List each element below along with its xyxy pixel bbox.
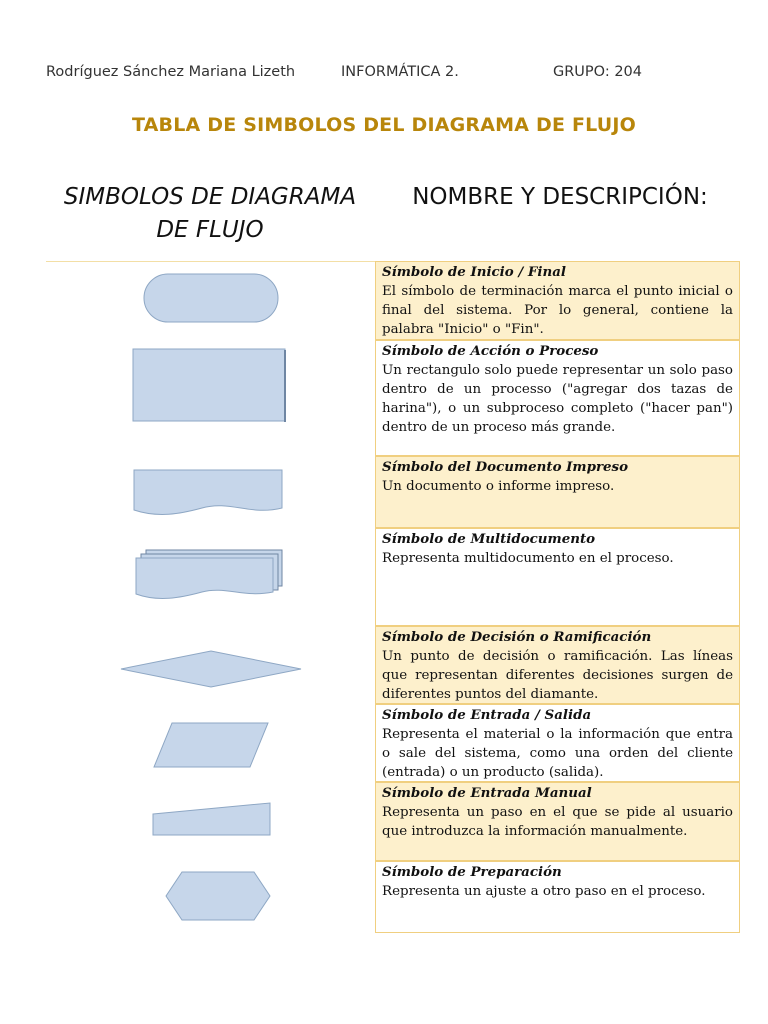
symbol-description: Representa un ajuste a otro paso en el proceso. (382, 884, 706, 899)
row-preparation (375, 861, 740, 933)
subject-name: INFORMÁTICA 2. (341, 64, 459, 80)
row-document (375, 456, 740, 528)
symbol-name: Símbolo del Documento Impreso (382, 459, 629, 475)
author-name: Rodríguez Sánchez Mariana Lizeth (46, 64, 296, 80)
table-top-rule (46, 261, 376, 262)
preparation-symbol (162, 868, 274, 924)
symbol-name: Símbolo de Multidocumento (382, 531, 596, 547)
row-terminator (375, 261, 740, 340)
decision-symbol (118, 648, 304, 690)
symbol-name: Símbolo de Decisión o Ramificación (382, 629, 652, 645)
row-manual-input (375, 782, 740, 861)
row-input-output (375, 704, 740, 782)
symbol-name: Símbolo de Entrada / Salida (382, 707, 592, 723)
symbols-heading-line2: DE FLUJO (156, 217, 264, 243)
input-output-symbol (150, 720, 272, 770)
symbol-description: Un punto de decisión o ramificación. Las líneas que representan diferentes decisiones surgen de diferentes puntos del diamante. (382, 649, 733, 702)
symbol-name: Símbolo de Inicio / Final (382, 264, 567, 280)
row-decision (375, 626, 740, 704)
terminator-symbol (140, 270, 282, 326)
process-symbol (130, 346, 290, 426)
multidocument-symbol (132, 548, 286, 604)
row-multidocument (375, 528, 740, 626)
symbols-heading-line1: SIMBOLOS DE DIAGRAMA (63, 184, 357, 210)
manual-input-symbol (150, 800, 274, 838)
group-label: GRUPO: 204 (553, 64, 642, 80)
symbol-name: Símbolo de Preparación (382, 864, 562, 880)
document-symbol (130, 466, 288, 520)
symbols-column-heading (40, 181, 380, 247)
symbol-description: Un documento o informe impreso. (382, 479, 615, 494)
symbol-description: Representa un paso en el que se pide al usuario que introduzca la información manualmente. (382, 805, 733, 839)
symbol-description: Un rectangulo solo puede representar un solo paso dentro de un processo ("agregar dos tazas de harina"), o un subproceso completo ("hacer pan") dentro de un proceso más grande. (382, 363, 733, 435)
symbol-description: Representa multidocumento en el proceso. (382, 551, 674, 566)
symbol-description: Representa el material o la información que entra o sale del sistema, como una orden del cliente (entrada) o un producto (salida). (382, 727, 733, 780)
page-header (0, 64, 768, 84)
symbol-name: Símbolo de Acción o Proceso (382, 343, 599, 359)
description-column-heading: NOMBRE Y DESCRIPCIÓN: (412, 184, 708, 210)
document-title: TABLA DE SIMBOLOS DEL DIAGRAMA DE FLUJO (131, 114, 637, 136)
symbol-name: Símbolo de Entrada Manual (382, 785, 592, 801)
symbol-description: El símbolo de terminación marca el punto inicial o final del sistema. Por lo general, contiene la palabra "Inicio" o "Fin". (382, 284, 733, 337)
row-process (375, 340, 740, 456)
